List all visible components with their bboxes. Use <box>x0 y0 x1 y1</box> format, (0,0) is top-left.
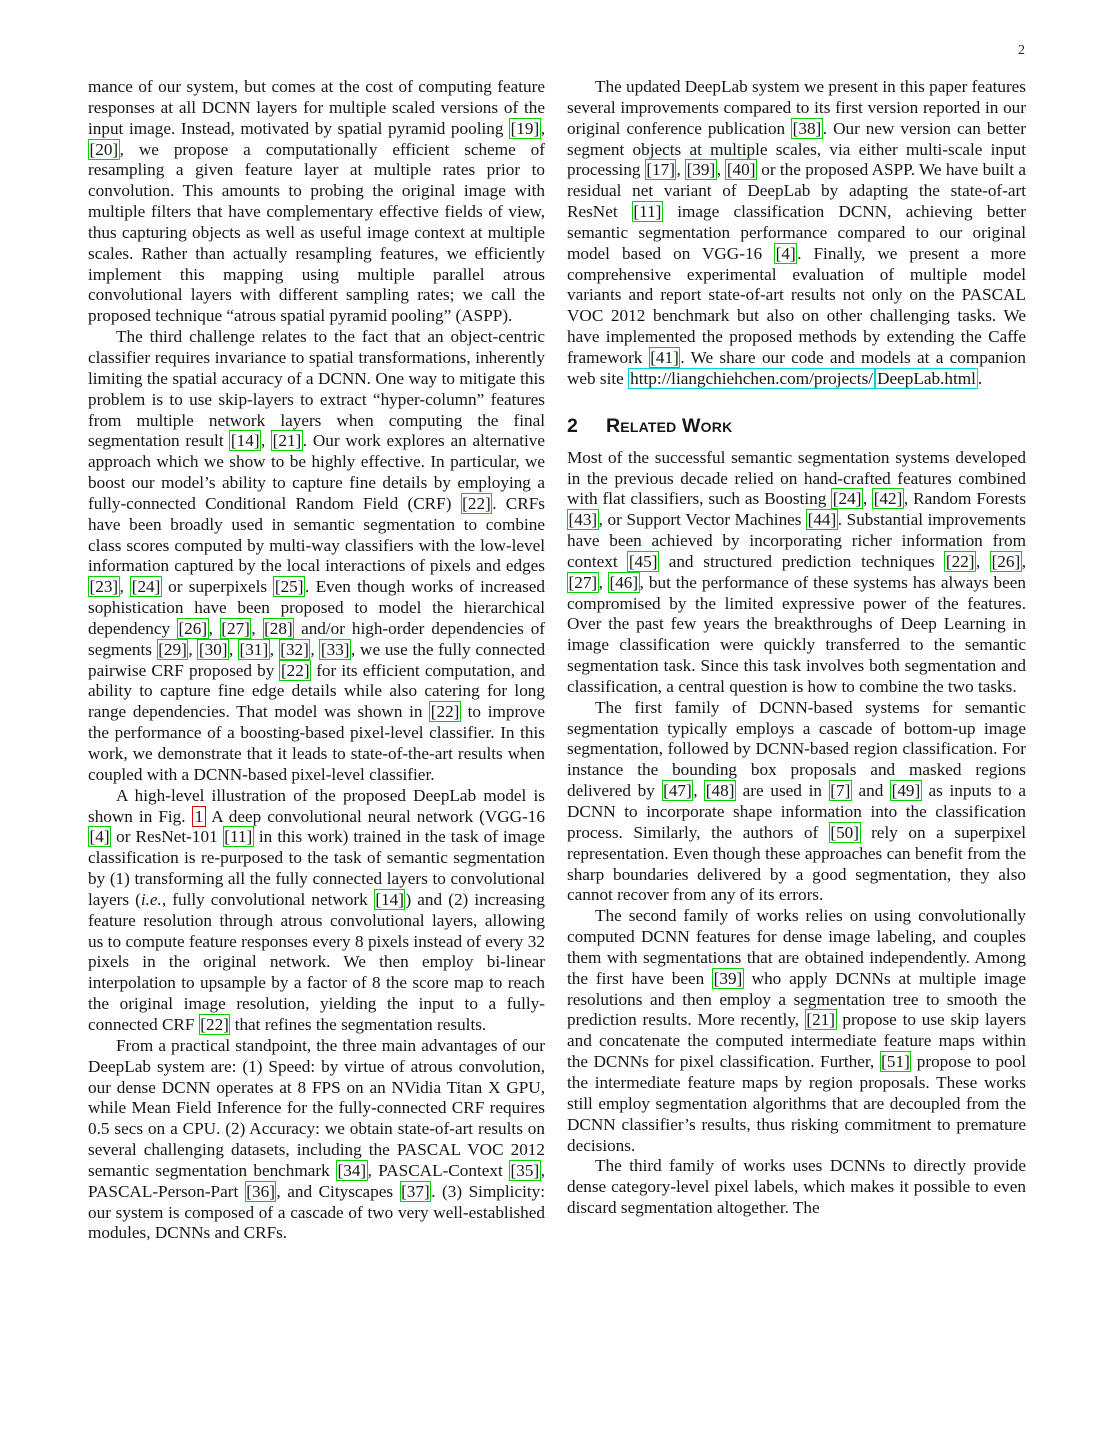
body-text: , <box>119 577 131 597</box>
citation-link[interactable]: [11] <box>633 202 662 222</box>
citation-link[interactable]: [48] <box>705 781 735 801</box>
body-text: . Our work explores an alternative approach which we show to be highly effective. In particular, we boost our model’s ability to capture fine details by employing a fully-connected Conditional Random Field (CRF) <box>88 431 545 513</box>
citation-link[interactable]: [36] <box>246 1181 275 1201</box>
body-text: , <box>269 639 279 659</box>
body-text: rely on a superpixel representation. Even though these approaches can benefit from the sharp boundaries delivered by a good segmentation, they also cannot recover from any of its errors. <box>567 822 1026 905</box>
body-text: , or Support Vector Machines <box>598 510 807 530</box>
body-text: , <box>693 781 705 801</box>
page-number: 2 <box>1018 43 1025 58</box>
body-text: The third challenge relates to the fact that an object-centric classifier requires invariance to spatial transformations, inherently limiting the spatial accuracy of a DCNN. One way to mitigate this problem is to use skip-layers to extract “hyper-column” features from multiple network layers when computing the final segmentation result <box>88 327 545 451</box>
body-text: . We share our code and models at a companion web site <box>567 347 1026 388</box>
body-text: , <box>976 551 991 571</box>
citation-link[interactable]: [22] <box>462 493 491 513</box>
body-text: . <box>977 368 983 388</box>
section-title: Related Work <box>606 414 733 437</box>
body-text: ) and (2) increasing feature resolution through atrous convolutional layers, allowing us to compute feature responses every 8 pixels instead of every 32 pixels in the original network. We then employ bi-linear interpolation to upsample by a factor of 8 the score map to reach the original image resolution, yielding the input to a fully-connected CRF <box>88 889 545 1034</box>
body-text: , <box>676 160 686 180</box>
body-text: Most of the successful semantic segmentation systems developed in the previous decade relied on hand-crafted features combined with flat classifiers, such as Boosting <box>567 447 1026 509</box>
external-url-link[interactable]: http://liangchiehchen.com/projects/ <box>630 368 874 388</box>
citation-link[interactable]: [23] <box>89 577 119 597</box>
body-text: are used in <box>735 781 829 801</box>
body-text: or the proposed ASPP. We have built a residual net variant of DeepLab by adapting the state-of-art ResNet <box>567 160 1027 222</box>
body-text: . Finally, we present a more comprehensive experimental evaluation of multiple model variants and report state-of-art results not only on the PASCAL VOC 2012 benchmark but also on other challenging tasks. We have implemented the proposed methods by extending the Caffe framework <box>567 243 1026 367</box>
left-column <box>88 77 545 1244</box>
citation-link[interactable]: [45] <box>628 551 658 571</box>
citation-link[interactable]: [24] <box>832 489 862 509</box>
body-text: that refines the segmentation results. <box>230 1014 487 1034</box>
citation-link[interactable]: [44] <box>807 510 837 530</box>
citation-link[interactable]: [39] <box>686 160 716 180</box>
paragraph <box>88 1036 545 1244</box>
body-text: . (3) Simplicity: our system is composed of a cascade of two very well-established modules, DCNNs and CRFs. <box>88 1181 545 1243</box>
citation-link[interactable]: [30] <box>198 639 228 659</box>
citation-link[interactable]: [42] <box>873 489 903 509</box>
body-text: and structured prediction techniques <box>658 551 945 571</box>
body-text: , <box>188 639 198 659</box>
citation-link[interactable]: [22] <box>200 1014 229 1034</box>
citation-link[interactable]: [27] <box>568 572 598 592</box>
citation-link[interactable]: [26] <box>991 551 1021 571</box>
body-text: The first family of DCNN-based systems for semantic segmentation typically employs a cascade of bottom-up image segmentation, followed by DCNN-based region classification. For instance the bounding box proposals and masked regions delivered by <box>567 697 1026 801</box>
citation-link[interactable]: [20] <box>89 139 119 159</box>
two-column-layout <box>88 77 1026 1244</box>
citation-link[interactable]: [26] <box>178 618 208 638</box>
section-number: 2 <box>567 414 579 437</box>
paragraph <box>567 906 1026 1156</box>
citation-link[interactable]: [4] <box>775 243 796 263</box>
citation-link[interactable]: [22] <box>945 551 975 571</box>
citation-link[interactable]: [32] <box>280 639 309 659</box>
citation-link[interactable]: [28] <box>264 618 293 638</box>
body-text: , we use the fully connected pairwise CRF proposed by <box>88 639 546 680</box>
citation-link[interactable]: [29] <box>158 639 187 659</box>
citation-link[interactable]: [38] <box>792 118 822 138</box>
citation-link[interactable]: [17] <box>646 160 675 180</box>
body-text: propose to use skip layers and concatenate the computed intermediate feature maps within the DCNNs for pixel classification. Further, <box>567 1010 1027 1072</box>
body-text: , but the performance of these systems has always been compromised by the limited expressive power of the features. Over the past few years the breakthroughs of Deep Learning in image classification were quickly transferred to the semantic segmentation task. Since this task involves both segmentation and classification, a central question is how to combine the two tasks. <box>567 572 1027 696</box>
body-text: The updated DeepLab system we present in this paper features several improvements compared to its first version reported in our original conference publication <box>567 77 1026 138</box>
figure-reference-link[interactable]: 1 <box>192 806 207 827</box>
paragraph <box>88 77 545 327</box>
external-url-link[interactable]: DeepLab.html <box>877 368 976 388</box>
citation-link[interactable]: [46] <box>609 572 639 592</box>
citation-link[interactable]: [25] <box>274 577 304 597</box>
body-text: who apply DCNNs at multiple image resolutions and then employ a segmentation tree to smooth the prediction results. More recently, <box>567 968 1026 1030</box>
citation-link[interactable]: [19] <box>510 118 540 138</box>
body-text: . Substantial improvements have been achieved by incorporating richer information from context <box>567 510 1026 571</box>
citation-link[interactable]: [21] <box>806 1010 836 1030</box>
body-text: . Our new version can better segment objects at multiple scales, via either multi-scale input processing <box>567 118 1026 180</box>
paragraph <box>88 327 545 786</box>
citation-link[interactable]: [49] <box>891 781 921 801</box>
body-text: , <box>1021 551 1026 571</box>
body-text: in this work) trained in the task of image classification is re-purposed to the task of semantic segmentation by (1) transforming all the fully connected layers to convolutional layers ( <box>88 827 545 909</box>
paragraph <box>567 698 1026 906</box>
body-text: as inputs to a DCNN to incorporate shape information into the classification process. Similarly, the authors of <box>567 781 1027 842</box>
paragraph <box>567 77 1026 390</box>
right-column <box>567 77 1026 1219</box>
body-text: , <box>862 489 873 509</box>
body-text: A high-level illustration of the proposed DeepLab model is shown in Fig. <box>88 785 545 826</box>
body-text: , <box>229 639 239 659</box>
body-text: mance of our system, but comes at the cost of computing feature responses at all DCNN layers for multiple scaled versions of the input image. Instead, motivated by spatial pyramid pooling <box>88 77 545 138</box>
citation-link[interactable]: [14] <box>230 431 260 451</box>
citation-link[interactable]: [34] <box>337 1160 367 1180</box>
body-text: for its efficient computation, and ability to capture fine edge details while also catering for long range dependencies. That model was shown in <box>88 660 545 722</box>
body-text: A deep convolutional neural network (VGG-16 <box>206 806 545 826</box>
paragraph <box>567 1156 1026 1219</box>
citation-link[interactable]: [43] <box>568 510 598 530</box>
citation-link[interactable]: [22] <box>280 660 310 680</box>
citation-link[interactable]: [14] <box>375 889 404 909</box>
citation-link[interactable]: [31] <box>239 639 269 659</box>
body-text: , <box>598 572 608 592</box>
citation-link[interactable]: [33] <box>320 639 350 659</box>
body-text: , <box>310 639 320 659</box>
body-text: and/or high-order dependencies of segments <box>88 618 546 659</box>
section-heading <box>567 415 1026 437</box>
citation-link[interactable]: [27] <box>221 618 250 638</box>
body-text-italic: i.e. <box>140 889 162 909</box>
body-text: propose to pool the intermediate feature maps by region proposals. These works still employ segmentation algorithms that are decoupled from the DCNN classifier’s results, thus risking commitment to premature decisions. <box>567 1052 1026 1155</box>
body-text: , <box>716 160 726 180</box>
body-text: , Random Forests <box>903 489 1027 509</box>
body-text: to improve the performance of a boosting-based pixel-level classifier. In this work, we demonstrate that it leads to state-of-the-art results when coupled with a DCNN-based pixel-level classifier. <box>88 702 545 784</box>
body-text: , we propose a computationally efficient scheme of resampling a given feature layer at multiple rates prior to convolution. This amounts to probing the original image with multiple filters that have complementary effective fields of view, thus capturing objects as well as useful image context at multiple scales. Rather than actually resampling features, we efficiently implement this mapping using multiple parallel atrous convolutional layers with different sampling rates; we call the proposed technique “atrous spatial pyramid pooling” (ASPP). <box>88 139 545 326</box>
citation-link[interactable]: [41] <box>650 347 679 367</box>
body-text: and <box>851 781 891 801</box>
citation-link[interactable]: [39] <box>713 968 743 988</box>
citation-link[interactable]: [24] <box>131 577 161 597</box>
body-text: , <box>261 431 272 451</box>
body-text: , and Cityscapes <box>276 1181 400 1201</box>
citation-link[interactable]: [37] <box>401 1181 430 1201</box>
citation-link[interactable]: [40] <box>726 160 756 180</box>
citation-link[interactable]: [22] <box>430 702 460 722</box>
citation-link[interactable]: [11] <box>224 827 253 847</box>
body-text: From a practical standpoint, the three main advantages of our DeepLab system are: (1) Speed: by virtue of atrous convolution, our dense DCNN operates at 8 FPS on an NVidia Titan X GPU, while Mean Field Inference for the fully-connected CRF requires 0.5 secs on a CPU. (2) Accuracy: we obtain state-of-art results on several challenging datasets, including the PASCAL VOC 2012 semantic segmentation benchmark <box>88 1035 545 1180</box>
citation-link[interactable]: [47] <box>663 781 692 801</box>
body-text: . Even though works of increased sophistication have been proposed to model the hierarchical dependency <box>88 577 546 638</box>
paragraph <box>567 448 1026 698</box>
body-text: , PASCAL-Person-Part <box>88 1160 545 1201</box>
body-text: , <box>208 618 220 638</box>
citation-link[interactable]: [7] <box>830 781 851 801</box>
body-text: or ResNet-101 <box>111 827 223 847</box>
body-text: , <box>540 118 545 138</box>
citation-link[interactable]: [21] <box>272 431 302 451</box>
citation-link[interactable]: [50] <box>830 822 859 842</box>
body-text: or superpixels <box>161 577 274 597</box>
citation-link[interactable]: [4] <box>89 827 110 847</box>
paragraph <box>88 786 545 1036</box>
body-text: , <box>251 618 263 638</box>
body-text: , PASCAL-Context <box>367 1160 510 1180</box>
body-text: , fully convolutional network <box>161 889 374 909</box>
body-text: . CRFs have been broadly used in semantic segmentation to combine class scores computed by multi-way classifiers with the low-level information captured by the local interactions of pixels and edges <box>88 493 545 576</box>
citation-link[interactable]: [51] <box>881 1052 910 1072</box>
citation-link[interactable]: [35] <box>510 1160 540 1180</box>
body-text: The second family of works relies on using convolutionally computed DCNN features for dense image labeling, and couples them with segmentations that are obtained independently. Among the first have been <box>567 906 1026 988</box>
body-text: image classification DCNN, achieving better semantic segmentation performance compared to our original model based on VGG-16 <box>567 202 1026 263</box>
body-text: The third family of works uses DCNNs to directly provide dense category-level pixel labels, which makes it possible to even discard segmentation altogether. The <box>567 1156 1026 1218</box>
